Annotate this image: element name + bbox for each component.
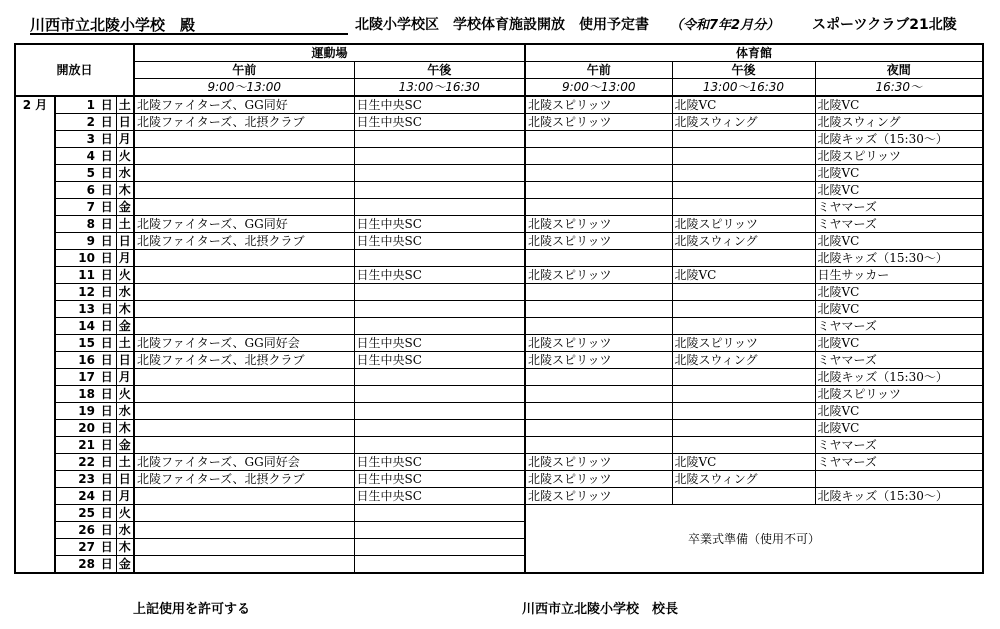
gym-pm-cell <box>672 403 815 420</box>
gym-am-cell: 北陵スピリッツ <box>525 267 672 284</box>
gym-pm-cell: 北陵スピリッツ <box>672 335 815 352</box>
club-name: スポーツクラブ21北陵 <box>812 17 957 33</box>
table-row <box>15 335 983 352</box>
table-row <box>15 199 983 216</box>
gym-am-cell: 北陵スピリッツ <box>525 454 672 471</box>
weekday: 木 <box>116 182 134 199</box>
day-number: 9 <box>55 233 98 250</box>
gym-pm-cell: 北陵スピリッツ <box>672 216 815 233</box>
day-suffix: 日 <box>98 522 116 539</box>
table-row <box>15 148 983 165</box>
day-suffix: 日 <box>98 96 116 114</box>
gym-pm-time: 13:00～16:30 <box>672 79 815 97</box>
gym-am-cell <box>525 284 672 301</box>
table-row <box>15 352 983 369</box>
ground-am-cell <box>134 131 354 148</box>
table-row <box>15 216 983 233</box>
gym-pm-cell <box>672 437 815 454</box>
gym-night-cell: 北陵スピリッツ <box>815 148 983 165</box>
principal-signature: 川西市立北陵小学校 校長 <box>522 602 679 617</box>
gym-night-cell: 北陵キッズ（15:30～） <box>815 250 983 267</box>
gym-night-cell: 北陵キッズ（15:30～） <box>815 488 983 505</box>
ground-am-cell <box>134 556 354 574</box>
day-number: 28 <box>55 556 98 574</box>
ground-am-cell <box>134 284 354 301</box>
ground-pm-cell <box>354 250 525 267</box>
weekday: 日 <box>116 471 134 488</box>
gym-night-header: 夜間 <box>815 62 983 79</box>
table-row <box>15 267 983 284</box>
gym-am-cell <box>525 182 672 199</box>
ground-am-cell: 北陵ファイターズ、北摂クラブ <box>134 114 354 131</box>
ground-pm-cell <box>354 556 525 574</box>
gym-pm-cell: 北陵VC <box>672 454 815 471</box>
day-number: 11 <box>55 267 98 284</box>
gym-night-cell: 北陵スピリッツ <box>815 386 983 403</box>
gym-night-cell <box>815 471 983 488</box>
weekday: 月 <box>116 488 134 505</box>
ground-am-cell <box>134 539 354 556</box>
gym-night-cell: 北陵VC <box>815 182 983 199</box>
ground-pm-cell <box>354 522 525 539</box>
day-suffix: 日 <box>98 284 116 301</box>
table-row <box>15 233 983 250</box>
gym-night-cell: ミヤマーズ <box>815 352 983 369</box>
gym-am-cell <box>525 369 672 386</box>
table-row <box>15 505 983 522</box>
gym-am-cell <box>525 199 672 216</box>
gym-pm-cell: 北陵スウィング <box>672 114 815 131</box>
day-number: 18 <box>55 386 98 403</box>
weekday: 金 <box>116 556 134 574</box>
ground-am-cell <box>134 522 354 539</box>
day-suffix: 日 <box>98 505 116 522</box>
day-number: 7 <box>55 199 98 216</box>
gym-night-cell: ミヤマーズ <box>815 216 983 233</box>
ground-pm-cell: 日生中央SC <box>354 233 525 250</box>
gym-pm-cell <box>672 131 815 148</box>
ground-pm-cell <box>354 505 525 522</box>
table-row <box>15 182 983 199</box>
day-suffix: 日 <box>98 539 116 556</box>
ground-pm-cell: 日生中央SC <box>354 267 525 284</box>
gym-header: 体育館 <box>525 44 983 62</box>
ground-pm-cell <box>354 199 525 216</box>
ground-pm-cell: 日生中央SC <box>354 114 525 131</box>
ground-am-cell <box>134 250 354 267</box>
gym-night-cell: 北陵キッズ（15:30～） <box>815 369 983 386</box>
gym-am-cell <box>525 301 672 318</box>
gym-pm-cell <box>672 488 815 505</box>
gym-am-cell: 北陵スピリッツ <box>525 216 672 233</box>
gym-pm-cell <box>672 199 815 216</box>
gym-pm-cell: 北陵VC <box>672 96 815 114</box>
gym-pm-cell <box>672 301 815 318</box>
gym-night-cell: 北陵VC <box>815 420 983 437</box>
gym-pm-cell <box>672 318 815 335</box>
ground-am-cell: 北陵ファイターズ、北摂クラブ <box>134 233 354 250</box>
ground-am-cell <box>134 318 354 335</box>
gym-pm-cell <box>672 386 815 403</box>
ground-am-cell: 北陵ファイターズ、北摂クラブ <box>134 352 354 369</box>
month-cell: 2 月 <box>15 96 55 573</box>
table-row <box>15 454 983 471</box>
ground-am-cell <box>134 267 354 284</box>
weekday: 土 <box>116 454 134 471</box>
day-number: 27 <box>55 539 98 556</box>
ground-am-cell <box>134 369 354 386</box>
day-suffix: 日 <box>98 403 116 420</box>
day-number: 19 <box>55 403 98 420</box>
ground-pm-cell <box>354 148 525 165</box>
gym-pm-cell <box>672 369 815 386</box>
weekday: 水 <box>116 403 134 420</box>
gym-pm-cell <box>672 165 815 182</box>
ground-pm-cell <box>354 182 525 199</box>
day-number: 2 <box>55 114 98 131</box>
day-suffix: 日 <box>98 556 116 574</box>
day-number: 20 <box>55 420 98 437</box>
gym-night-cell: 北陵VC <box>815 301 983 318</box>
table-row <box>15 301 983 318</box>
day-number: 16 <box>55 352 98 369</box>
gym-am-cell <box>525 165 672 182</box>
gym-pm-cell: 北陵スウィング <box>672 233 815 250</box>
ground-am-time: 9:00～13:00 <box>134 79 354 97</box>
day-suffix: 日 <box>98 335 116 352</box>
day-number: 12 <box>55 284 98 301</box>
ground-am-cell <box>134 199 354 216</box>
weekday: 土 <box>116 335 134 352</box>
weekday: 水 <box>116 522 134 539</box>
day-number: 23 <box>55 471 98 488</box>
ground-am-cell <box>134 403 354 420</box>
day-suffix: 日 <box>98 216 116 233</box>
ground-pm-cell <box>354 301 525 318</box>
gym-am-cell: 北陵スピリッツ <box>525 96 672 114</box>
ground-pm-cell: 日生中央SC <box>354 454 525 471</box>
gym-am-cell <box>525 250 672 267</box>
gym-am-cell: 北陵スピリッツ <box>525 471 672 488</box>
gym-night-cell: 北陵VC <box>815 335 983 352</box>
gym-am-time: 9:00～13:00 <box>525 79 672 97</box>
gym-am-cell: 北陵スピリッツ <box>525 488 672 505</box>
gym-am-cell <box>525 148 672 165</box>
table-row <box>15 96 983 114</box>
weekday: 水 <box>116 165 134 182</box>
day-suffix: 日 <box>98 250 116 267</box>
gym-pm-cell <box>672 284 815 301</box>
open-day-header: 開放日 <box>15 44 134 96</box>
gym-pm-cell: 北陵スウィング <box>672 471 815 488</box>
gym-pm-header: 午後 <box>672 62 815 79</box>
ground-am-cell <box>134 437 354 454</box>
gym-night-cell: 北陵キッズ（15:30～） <box>815 131 983 148</box>
weekday: 日 <box>116 233 134 250</box>
gym-night-cell: ミヤマーズ <box>815 199 983 216</box>
ground-pm-cell <box>354 420 525 437</box>
table-row <box>15 471 983 488</box>
day-number: 6 <box>55 182 98 199</box>
day-number: 1 <box>55 96 98 114</box>
day-suffix: 日 <box>98 437 116 454</box>
weekday: 火 <box>116 267 134 284</box>
day-suffix: 日 <box>98 318 116 335</box>
weekday: 火 <box>116 148 134 165</box>
ground-am-cell: 北陵ファイターズ、GG同好 <box>134 96 354 114</box>
weekday: 日 <box>116 114 134 131</box>
day-suffix: 日 <box>98 114 116 131</box>
day-suffix: 日 <box>98 131 116 148</box>
table-row <box>15 114 983 131</box>
ground-header: 運動場 <box>134 44 525 62</box>
ground-pm-cell <box>354 165 525 182</box>
gym-am-cell <box>525 403 672 420</box>
weekday: 火 <box>116 386 134 403</box>
table-row <box>15 250 983 267</box>
ground-am-cell: 北陵ファイターズ、GG同好会 <box>134 454 354 471</box>
ground-am-cell <box>134 165 354 182</box>
weekday: 金 <box>116 199 134 216</box>
weekday: 木 <box>116 539 134 556</box>
day-suffix: 日 <box>98 488 116 505</box>
ground-pm-cell: 日生中央SC <box>354 488 525 505</box>
day-suffix: 日 <box>98 301 116 318</box>
day-number: 8 <box>55 216 98 233</box>
weekday: 金 <box>116 437 134 454</box>
ground-am-cell <box>134 505 354 522</box>
gym-am-cell <box>525 437 672 454</box>
gym-night-cell: 北陵VC <box>815 284 983 301</box>
permission-text: 上記使用を許可する <box>133 602 251 617</box>
gym-am-header: 午前 <box>525 62 672 79</box>
day-suffix: 日 <box>98 386 116 403</box>
addressee: 川西市立北陵小学校 殿 <box>30 16 196 34</box>
ground-am-cell: 北陵ファイターズ、GG同好 <box>134 216 354 233</box>
gym-am-cell: 北陵スピリッツ <box>525 233 672 250</box>
gym-am-cell: 北陵スピリッツ <box>525 114 672 131</box>
ground-am-cell <box>134 182 354 199</box>
gym-night-cell: 北陵VC <box>815 165 983 182</box>
ground-pm-cell: 日生中央SC <box>354 471 525 488</box>
table-row <box>15 318 983 335</box>
weekday: 土 <box>116 96 134 114</box>
day-number: 13 <box>55 301 98 318</box>
ground-pm-cell: 日生中央SC <box>354 352 525 369</box>
day-number: 5 <box>55 165 98 182</box>
document-title: 北陵小学校区 学校体育施設開放 使用予定書 <box>355 17 649 33</box>
day-suffix: 日 <box>98 471 116 488</box>
day-number: 21 <box>55 437 98 454</box>
day-suffix: 日 <box>98 369 116 386</box>
ground-am-cell <box>134 420 354 437</box>
gym-pm-cell <box>672 420 815 437</box>
day-number: 3 <box>55 131 98 148</box>
gym-am-cell <box>525 131 672 148</box>
gym-am-cell <box>525 420 672 437</box>
gym-am-cell <box>525 318 672 335</box>
ground-pm-cell: 日生中央SC <box>354 216 525 233</box>
day-suffix: 日 <box>98 148 116 165</box>
gym-night-cell: 北陵VC <box>815 233 983 250</box>
ground-pm-cell <box>354 403 525 420</box>
table-row <box>15 403 983 420</box>
day-suffix: 日 <box>98 233 116 250</box>
ground-pm-cell <box>354 386 525 403</box>
weekday: 火 <box>116 505 134 522</box>
day-number: 22 <box>55 454 98 471</box>
table-row <box>15 284 983 301</box>
graduation-note: 卒業式準備（使用不可） <box>525 505 983 574</box>
gym-am-cell: 北陵スピリッツ <box>525 335 672 352</box>
ground-am-header: 午前 <box>134 62 354 79</box>
ground-am-cell <box>134 148 354 165</box>
ground-pm-cell <box>354 437 525 454</box>
ground-am-cell <box>134 301 354 318</box>
weekday: 日 <box>116 352 134 369</box>
day-suffix: 日 <box>98 352 116 369</box>
gym-night-cell: 北陵VC <box>815 403 983 420</box>
gym-night-cell: ミヤマーズ <box>815 454 983 471</box>
gym-night-cell: 北陵VC <box>815 96 983 114</box>
weekday: 月 <box>116 250 134 267</box>
table-row <box>15 131 983 148</box>
ground-pm-cell <box>354 369 525 386</box>
weekday: 木 <box>116 420 134 437</box>
day-number: 24 <box>55 488 98 505</box>
ground-pm-cell: 日生中央SC <box>354 335 525 352</box>
gym-am-cell <box>525 386 672 403</box>
table-row <box>15 369 983 386</box>
ground-pm-cell <box>354 131 525 148</box>
ground-am-cell <box>134 488 354 505</box>
gym-am-cell: 北陵スピリッツ <box>525 352 672 369</box>
ground-pm-time: 13:00～16:30 <box>354 79 525 97</box>
day-number: 14 <box>55 318 98 335</box>
table-row <box>15 437 983 454</box>
addressee-underline <box>30 33 348 35</box>
gym-pm-cell <box>672 182 815 199</box>
ground-am-cell <box>134 386 354 403</box>
weekday: 水 <box>116 284 134 301</box>
ground-am-cell: 北陵ファイターズ、北摂クラブ <box>134 471 354 488</box>
day-suffix: 日 <box>98 420 116 437</box>
ground-pm-cell <box>354 539 525 556</box>
day-number: 4 <box>55 148 98 165</box>
day-number: 26 <box>55 522 98 539</box>
day-suffix: 日 <box>98 454 116 471</box>
weekday: 金 <box>116 318 134 335</box>
gym-night-cell: 北陵スウィング <box>815 114 983 131</box>
gym-night-time: 16:30～ <box>815 79 983 97</box>
period: （令和7年2月分） <box>670 18 780 33</box>
weekday: 月 <box>116 131 134 148</box>
weekday: 月 <box>116 369 134 386</box>
schedule-table <box>14 43 984 574</box>
day-number: 15 <box>55 335 98 352</box>
ground-pm-header: 午後 <box>354 62 525 79</box>
table-row <box>15 420 983 437</box>
day-number: 17 <box>55 369 98 386</box>
ground-pm-cell: 日生中央SC <box>354 96 525 114</box>
day-number: 10 <box>55 250 98 267</box>
gym-night-cell: ミヤマーズ <box>815 318 983 335</box>
gym-night-cell: 日生サッカー <box>815 267 983 284</box>
day-suffix: 日 <box>98 267 116 284</box>
table-row <box>15 488 983 505</box>
day-number: 25 <box>55 505 98 522</box>
gym-pm-cell: 北陵VC <box>672 267 815 284</box>
gym-pm-cell: 北陵スウィング <box>672 352 815 369</box>
day-suffix: 日 <box>98 199 116 216</box>
gym-pm-cell <box>672 148 815 165</box>
day-suffix: 日 <box>98 165 116 182</box>
gym-pm-cell <box>672 250 815 267</box>
weekday: 木 <box>116 301 134 318</box>
weekday: 土 <box>116 216 134 233</box>
ground-pm-cell <box>354 284 525 301</box>
gym-night-cell: ミヤマーズ <box>815 437 983 454</box>
day-suffix: 日 <box>98 182 116 199</box>
ground-am-cell: 北陵ファイターズ、GG同好会 <box>134 335 354 352</box>
table-row <box>15 386 983 403</box>
table-row <box>15 165 983 182</box>
ground-pm-cell <box>354 318 525 335</box>
